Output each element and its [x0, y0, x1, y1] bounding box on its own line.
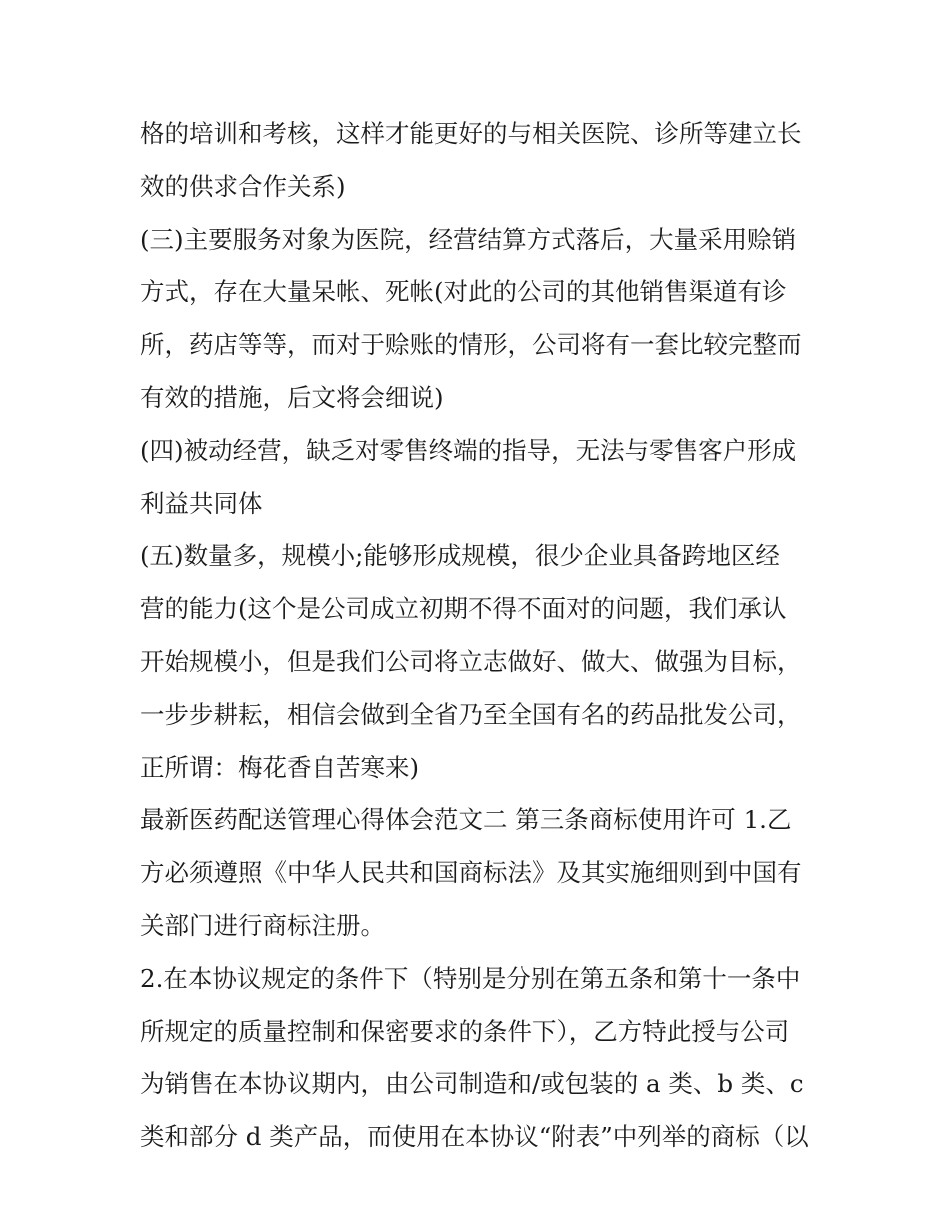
text-line: 类和部分 d 类产品，而使用在本协议“附表”中列举的商标（以	[140, 1122, 809, 1152]
text-line: (五)数量多，规模小;能够形成规模，很少企业具备跨地区经	[140, 541, 780, 571]
text-line: 关部门进行商标注册。	[140, 910, 385, 940]
text-line: (四)被动经营，缺乏对零售终端的指导，无法与零售客户形成	[140, 435, 797, 465]
text-line: 利益共同体	[140, 488, 263, 518]
text-line: 开始规模小，但是我们公司将立志做好、做大、做强为目标，	[140, 646, 802, 676]
text-line: 正所谓：梅花香自苦寒来)	[140, 752, 420, 782]
text-line: 2.在本协议规定的条件下（特别是分别在第五条和第十一条中	[140, 963, 801, 993]
text-line: 为销售在本协议期内，由公司制造和/或包装的 a 类、b 类、c	[140, 1069, 804, 1099]
text-line: 效的供求合作关系)	[140, 171, 346, 201]
text-line: 营的能力(这个是公司成立初期不得不面对的问题，我们承认	[140, 594, 787, 624]
text-line: 一步步耕耘，相信会做到全省乃至全国有名的药品批发公司，	[140, 699, 802, 729]
text-line: 方式，存在大量呆帐、死帐(对此的公司的其他销售渠道有诊	[140, 277, 787, 307]
text-line: 有效的措施，后文将会细说)	[140, 382, 444, 412]
text-line: 所规定的质量控制和保密要求的条件下），乙方特此授与公司	[140, 1016, 790, 1046]
text-line: 方必须遵照《中华人民共和国商标法》及其实施细则到中国有	[140, 858, 802, 888]
text-line: (三)主要服务对象为医院，经营结算方式落后，大量采用赊销	[140, 224, 797, 254]
text-line: 最新医药配送管理心得体会范文二 第三条商标使用许可 1.乙	[140, 805, 792, 835]
text-line: 格的培训和考核，这样才能更好的与相关医院、诊所等建立长	[140, 119, 802, 148]
text-line: 所，药店等等，而对于赊账的情形，公司将有一套比较完整而	[140, 330, 802, 360]
document-body	[140, 108, 820, 1164]
